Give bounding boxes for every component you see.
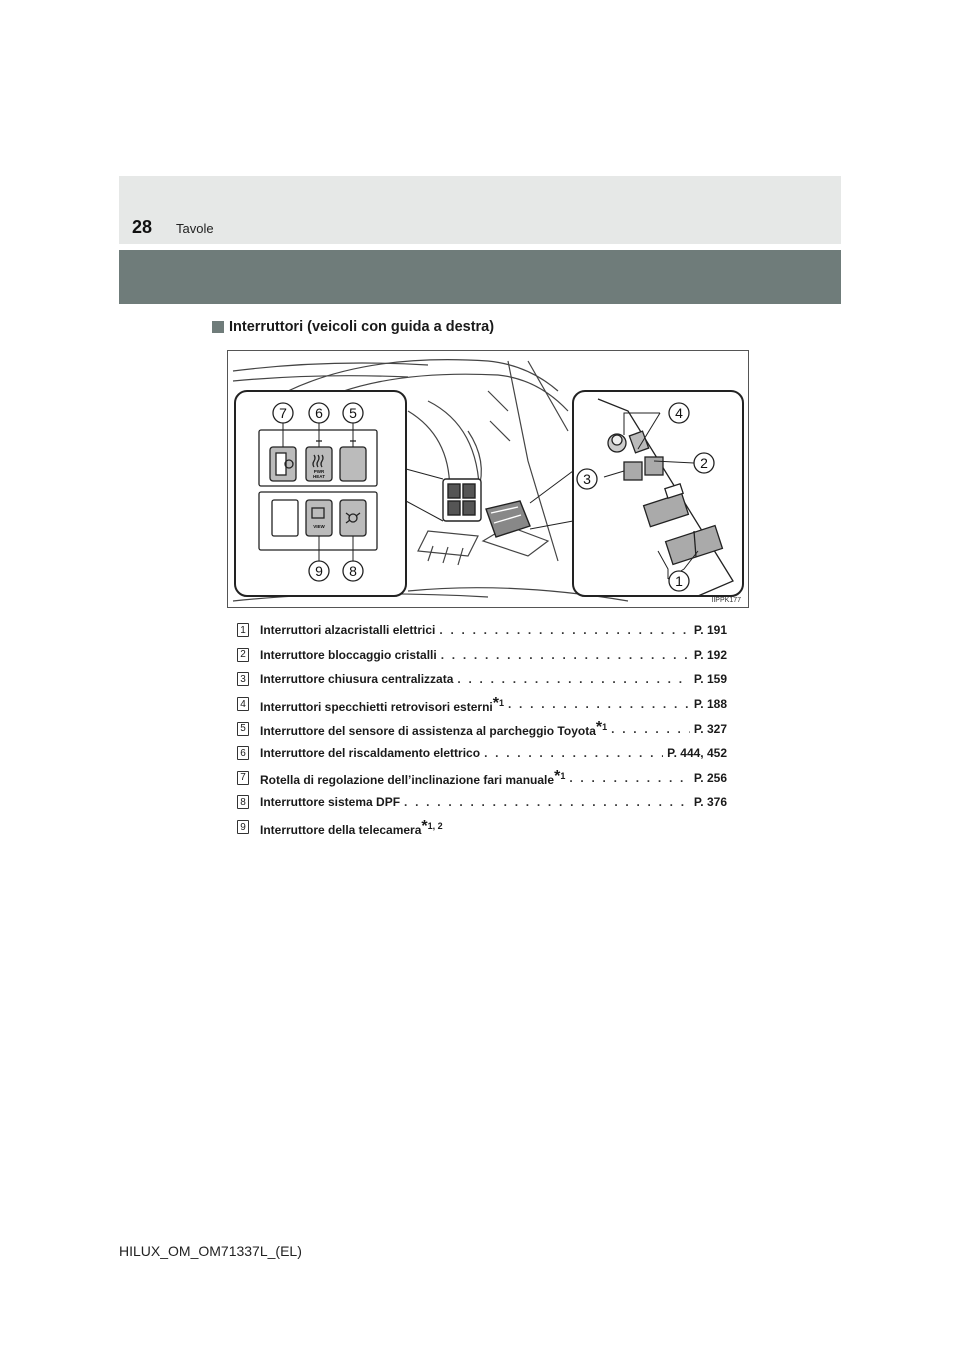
- title-band: [119, 250, 841, 304]
- item-label-text: Rotella di regolazione dell’inclinazione fari manuale: [260, 773, 555, 788]
- item-label: [260, 623, 435, 637]
- callout-9: 9: [315, 563, 323, 579]
- figure-code: IIPPK177: [711, 597, 741, 604]
- list-item: [237, 716, 727, 741]
- item-page-ref[interactable]: P. 188: [693, 697, 727, 712]
- item-label: [260, 672, 453, 686]
- leader-dots: [484, 746, 663, 760]
- section-name: Tavole: [176, 221, 214, 236]
- callouts-layer: [228, 351, 749, 608]
- item-number: 7: [237, 771, 249, 785]
- leader-dots: [508, 697, 690, 711]
- item-page-ref[interactable]: P. 327: [693, 721, 727, 736]
- item-number: 4: [237, 697, 249, 711]
- leader-dots: [441, 648, 690, 662]
- page-number: 28: [132, 217, 153, 237]
- item-footnote-ref: *1: [554, 768, 566, 786]
- callout-4: 4: [675, 405, 683, 421]
- item-number: 3: [237, 672, 249, 686]
- list-item: [237, 741, 727, 766]
- header-band: [119, 176, 841, 244]
- item-number: 5: [237, 722, 249, 736]
- callout-8: 8: [349, 563, 357, 579]
- item-page-ref[interactable]: P. 256: [693, 770, 727, 785]
- item-number: 2: [237, 648, 249, 662]
- item-label-text: Interruttore del riscaldamento elettrico: [260, 746, 481, 761]
- item-number: 8: [237, 795, 249, 809]
- item-label: [260, 695, 504, 714]
- list-item: [237, 643, 727, 668]
- item-page-ref[interactable]: P. 191: [693, 623, 727, 638]
- item-label-text: Interruttore della telecamera: [260, 822, 422, 837]
- item-label-text: Interruttore sistema DPF: [260, 795, 401, 810]
- leader-dots: [457, 672, 689, 686]
- item-label-text: Interruttori specchietti retrovisori esterni: [260, 699, 493, 714]
- item-label: [260, 768, 565, 787]
- pwr-label: PWR: [313, 469, 325, 474]
- item-number: 1: [237, 623, 249, 637]
- callout-7: 7: [279, 405, 287, 421]
- item-number: 6: [237, 746, 249, 760]
- item-page-ref[interactable]: P. 159: [693, 672, 727, 687]
- item-label-text: Interruttore bloccaggio cristalli: [260, 647, 437, 662]
- switches-illustration: [227, 350, 749, 608]
- leader-dots: [569, 771, 690, 785]
- item-footnote-ref: *1, 2: [421, 817, 443, 835]
- list-item: [237, 766, 727, 791]
- list-item: [237, 692, 727, 717]
- heading-square-icon: [212, 321, 224, 333]
- item-label: [260, 818, 443, 837]
- item-page-ref[interactable]: P. 444, 452: [667, 746, 727, 761]
- list-item: [237, 790, 727, 815]
- item-label-text: Interruttore del sensore di assistenza al parcheggio Toyota: [260, 724, 596, 739]
- list-item: [237, 618, 727, 643]
- item-label: [260, 719, 607, 738]
- item-label: [260, 648, 437, 662]
- item-label: [260, 795, 400, 809]
- sub-heading-text: Interruttori (veicoli con guida a destra): [229, 319, 495, 335]
- item-footnote-ref: *1: [595, 719, 608, 737]
- item-label: [260, 746, 480, 760]
- callout-2: 2: [700, 455, 708, 471]
- item-label-text: Interruttori alzacristalli elettrici: [260, 623, 436, 638]
- leader-dots: [611, 722, 690, 736]
- callout-3: 3: [583, 471, 591, 487]
- view-label: VIEW: [313, 524, 325, 529]
- item-page-ref[interactable]: P. 376: [693, 795, 727, 810]
- leader-dots: [404, 795, 690, 809]
- leader-dots: [439, 623, 689, 637]
- item-number: 9: [237, 820, 249, 834]
- item-label-text: Interruttore chiusura centralizzata: [260, 672, 454, 687]
- footer-doc-id: HILUX_OM_OM71337L_(EL): [119, 1243, 302, 1259]
- callout-5: 5: [349, 405, 357, 421]
- callout-1: 1: [675, 573, 683, 589]
- item-footnote-ref: *1: [492, 694, 504, 712]
- item-page-ref[interactable]: P. 192: [693, 647, 727, 662]
- switch-list: [237, 618, 727, 839]
- list-item: [237, 667, 727, 692]
- sub-heading: [212, 320, 494, 335]
- list-item: [237, 815, 727, 840]
- heat-label: HEAT: [313, 474, 325, 479]
- callout-6: 6: [315, 405, 323, 421]
